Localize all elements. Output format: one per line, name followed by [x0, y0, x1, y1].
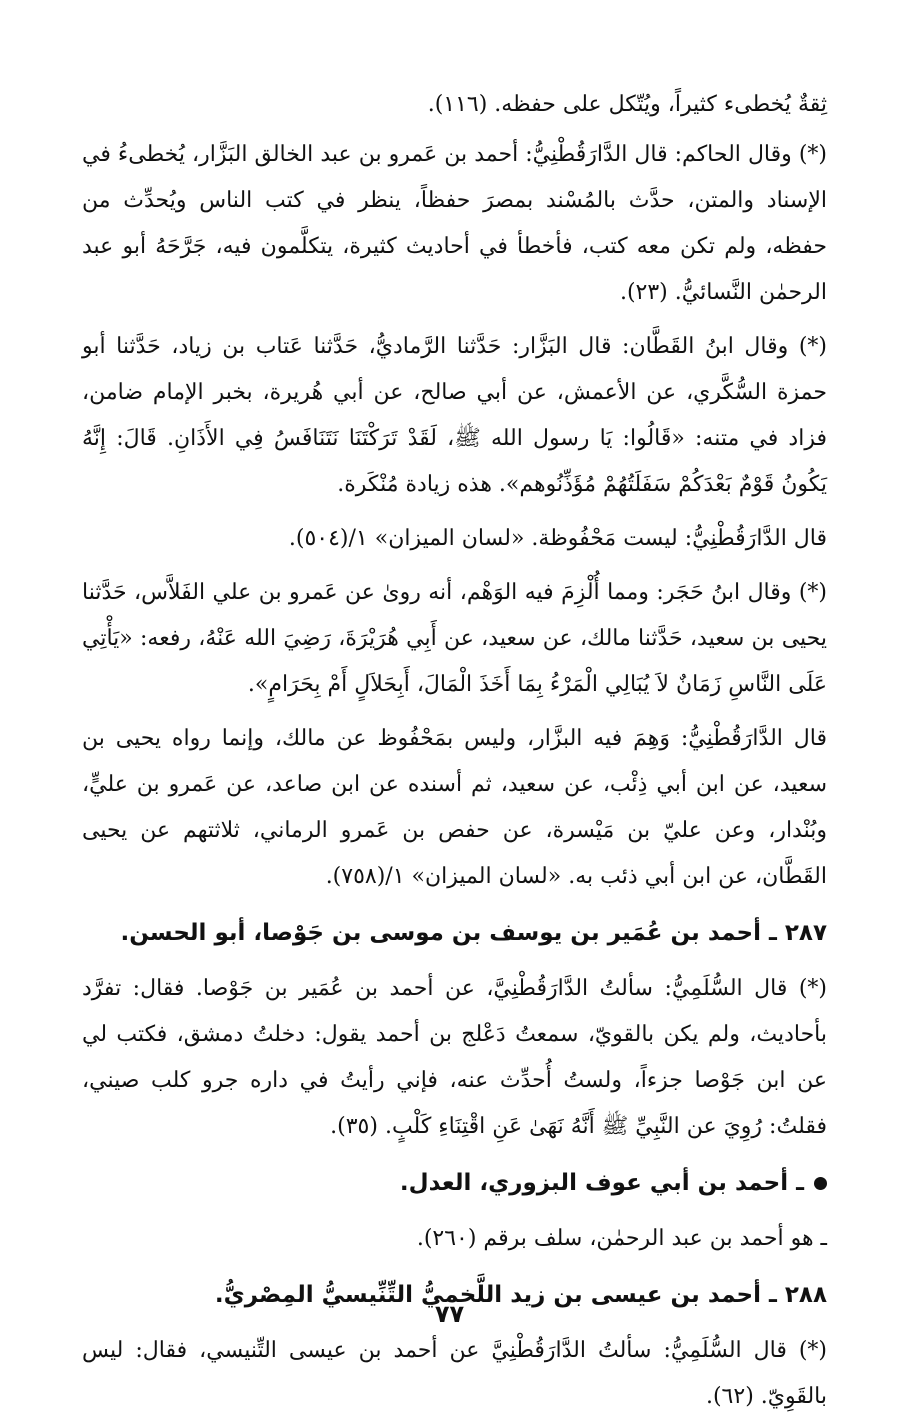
- paragraph-sulami-tinnisi: (*) قال السُّلَمِيُّ: سألتُ الدَّارَقُطْنِيَّ عن أحمد بن عيسى التِّنيسي، فقال: ليس بالقَوِيّ. (٦٢).: [82, 1338, 827, 1409]
- paragraph-hakim: (*) وقال الحاكم: قال الدَّارَقُطْنِيُّ: أحمد بن عَمرو بن عبد الخالق البَزَّار، يُخطىءُ في الإسناد والمتن، حدَّث بالمُسْند بمصرَ حفظاً، ينظر في كتب الناس ويُحدِّث من حفظه، ولم تكن معه كتب، فأخطأ في أحاديث كثيرة، يتكلَّمون فيه، جَرَّحَهُ أبو عبد الرحمٰن النَّسائيُّ. (٢٣).: [82, 142, 827, 305]
- paragraph-daraqutni-wahm: قال الدَّارَقُطْنِيُّ: وَهِمَ فيه البزَّار، وليس بمَحْفُوظ عن مالك، وإنما رواه يحيى بن سعيد، عن ابن أبي ذِئْب، عن سعيد، ثم أسنده عن ابن صاعد، عن عَمرو بن عليٍّ، وبُنْدار، وعن عليّ بن مَيْسرة، عن حفص بن عَمرو الرماني، ثلاثتهم عن يحيى القَطَّان، عن ابن أبي ذئب به. «لسان الميزان» ١/(٧٥٨).: [82, 726, 827, 889]
- paragraph-continuation: ثِقةٌ يُخطىء كثيراً، ويُتّكل على حفظه. (١١٦).: [427, 92, 827, 117]
- bullet-icon: [814, 1177, 827, 1190]
- entry-title-287: ٢٨٧ ـ أحمد بن عُمَير بن يوسف بن موسى بن جَوْصا، أبو الحسن.: [120, 920, 827, 946]
- entry-heading-287: [82, 910, 827, 956]
- paragraph-ibn-qattan: (*) وقال ابنُ القَطَّان: قال البَزَّار: حَدَّثنا الرَّماديُّ، حَدَّثنا عَتاب بن زياد، حَدَّثنا أبو حمزة السُّكَّري، عن الأعمش، عن أبي صالح، عن أبي هُريرة، بخبر الإمام ضامن، فزاد في متنه: «قَالُوا: يَا رسول الله ﷺ، لَقَدْ تَرَكْتَنَا نَتَنَافَسُ فِي الأَذَانِ. قَالَ: إِنَّهُ يَكُونُ قَوْمٌ بَعْدَكُمْ سَفَلَتُهُمْ مُؤَذِّنُوهم». هذه زيادة مُنْكَرة.: [82, 334, 827, 497]
- paragraph-sulami-jawsa: (*) قال السُّلَمِيُّ: سألتُ الدَّارَقُطْنِيَّ، عن أحمد بن عُمَير بن جَوْصا. فقال: تفرَّد بأحاديث، ولم يكن بالقويّ، سمعتُ دَعْلج بن أحمد يقول: دخلتُ دمشق، فكتب لي عن ابن جَوْصا جزءاً، ولستُ أُحدِّث عنه، فإني رأيتُ في داره جرو كلب صيني، فقلتُ: رُوِيَ عن النَّبِيِّ ﷺ أَنَّهُ نَهَىٰ عَنِ اقْتِنَاءِ كَلْبٍ. (٣٥).: [82, 976, 827, 1139]
- document-page: [82, 82, 827, 1428]
- paragraph-cross-reference: ـ هو أحمد بن عبد الرحمٰن، سلف برقم (٢٦٠).: [416, 1226, 827, 1251]
- page-number: ٧٧: [434, 1300, 465, 1328]
- paragraph-ibn-hajar: (*) وقال ابنُ حَجَر: ومما أُلْزِمَ فيه الوَهْم، أنه روىٰ عن عَمرو بن علي الفَلاَّس، حَدَّثنا يحيى بن سعيد، حَدَّثنا مالك، عن سعيد، عن أَبِي هُرَيْرَةَ، رَضِيَ الله عَنْهُ، رفعه: «يَأْتِي عَلَى النَّاسِ زَمَانٌ لاَ يُبَالِي الْمَرْءُ بِمَا أَخَذَ الْمَالَ، أَبِحَلاَلٍ أَمْ بِحَرَامٍ».: [82, 580, 827, 697]
- entry-heading-bullet: [82, 1160, 827, 1206]
- entry-title-288: ٢٨٨ ـ أحمد بن عيسى بن زيد اللَّخميُّ التِّنِّيسيُّ المِصْريُّ.: [214, 1282, 827, 1308]
- entry-title-bullet: ـ أحمد بن أبي عوف البزوري، العدل.: [399, 1170, 804, 1196]
- paragraph-daraqutni-not-preserved: قال الدَّارَقُطْنِيُّ: ليست مَحْفُوظة. «لسان الميزان» ١/(٥٠٤).: [288, 526, 827, 551]
